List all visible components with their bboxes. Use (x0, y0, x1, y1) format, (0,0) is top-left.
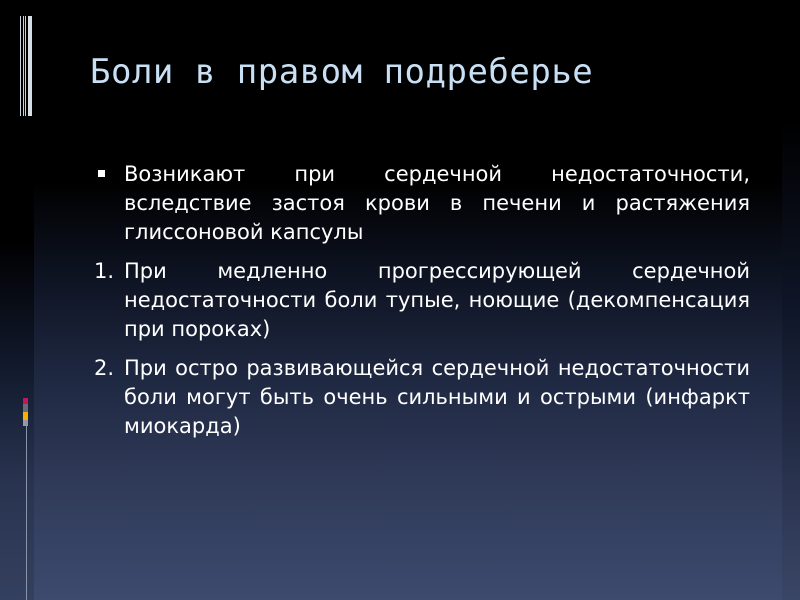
item-number: 1. (94, 259, 115, 283)
numbered-item (94, 354, 750, 441)
bullet-item (94, 160, 750, 247)
right-decorative-strip (782, 120, 800, 600)
slide-content (94, 160, 750, 451)
decorative-vertical-line (26, 420, 27, 600)
left-decorative-strip (0, 0, 34, 600)
accent-gold (23, 412, 28, 420)
bullet-text: Возникают при сердечной недостаточности, вследствие застоя крови в печени и растяжения глиссоновой капсулы (124, 162, 750, 244)
accent-gray (23, 404, 28, 412)
square-bullet-icon (98, 170, 105, 177)
slide-title: Боли в правом подреберье (90, 52, 594, 92)
numbered-item (94, 257, 750, 344)
numbered-text: При медленно прогрессирующей сердечной недостаточности боли тупые, ноющие (декомпенсация при пороках) (124, 259, 750, 341)
item-number: 2. (94, 356, 115, 380)
decorative-bar (28, 16, 32, 116)
numbered-text: При остро развивающейся сердечной недостаточности боли могут быть очень сильными и острыми (инфаркт миокарда) (124, 356, 750, 438)
